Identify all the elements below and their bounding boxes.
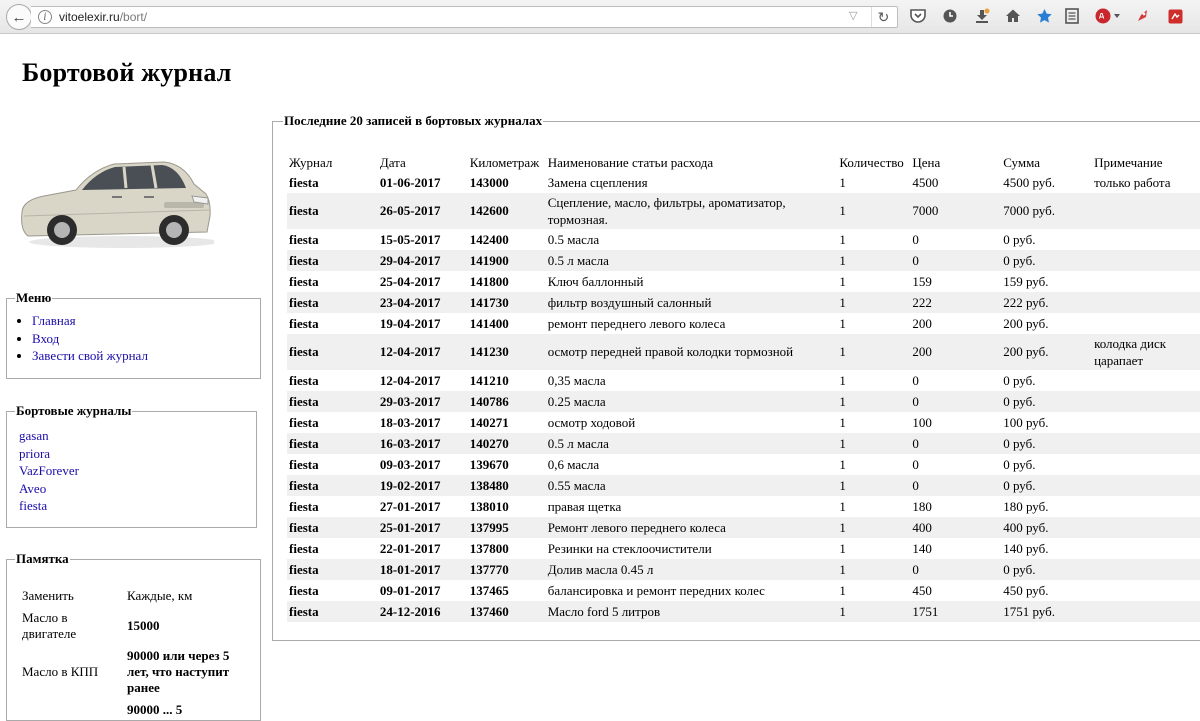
table-row	[287, 250, 1200, 271]
cell-sum: 180 руб.	[1001, 496, 1092, 517]
cell-note	[1092, 475, 1200, 496]
cell-price: 200	[910, 334, 1001, 370]
cell-journal: fiesta	[287, 193, 378, 229]
menu-list	[7, 312, 260, 365]
cell-sum: 7000 руб.	[1001, 193, 1092, 229]
cell-quantity: 1	[837, 271, 910, 292]
cell-price: 0	[910, 370, 1001, 391]
reload-icon[interactable]: ↻	[871, 7, 895, 27]
menu-item-login	[32, 330, 260, 348]
records-header-row	[287, 153, 1200, 172]
cell-mileage: 141900	[468, 250, 546, 271]
journal-link[interactable]: Aveo	[19, 480, 47, 496]
memo-item: Масло в двигателе	[22, 610, 77, 641]
cell-quantity: 1	[837, 454, 910, 475]
cell-date: 24-12-2016	[378, 601, 468, 622]
table-row	[287, 496, 1200, 517]
cell-price: 400	[910, 517, 1001, 538]
abp-icon[interactable]	[1094, 7, 1122, 25]
cell-mileage: 137800	[468, 538, 546, 559]
cell-price: 180	[910, 496, 1001, 517]
cell-note	[1092, 313, 1200, 334]
cell-expense-item: осмотр ходовой	[546, 412, 838, 433]
table-row	[287, 229, 1200, 250]
car-image	[14, 150, 214, 250]
memo-header-cell: Каждые, км	[127, 588, 193, 603]
memo-table	[20, 585, 245, 721]
cell-price: 0	[910, 559, 1001, 580]
cell-quantity: 1	[837, 172, 910, 193]
cell-sum: 0 руб.	[1001, 391, 1092, 412]
menu-link-home[interactable]: Главная	[32, 313, 76, 328]
cell-date: 19-02-2017	[378, 475, 468, 496]
cell-note	[1092, 538, 1200, 559]
cell-journal: fiesta	[287, 475, 378, 496]
cell-expense-item: 0.5 масла	[546, 229, 838, 250]
cell-mileage: 142400	[468, 229, 546, 250]
table-row	[287, 601, 1200, 622]
cell-date: 26-05-2017	[378, 193, 468, 229]
table-row	[287, 193, 1200, 229]
menu-item-create-journal	[32, 347, 260, 365]
cell-sum: 140 руб.	[1001, 538, 1092, 559]
cell-journal: fiesta	[287, 172, 378, 193]
memo-interval: 90000 или через 5 лет, что наступит ранее	[127, 648, 230, 695]
info-icon[interactable]: i	[38, 10, 52, 24]
menu-item-home	[32, 312, 260, 330]
cell-note	[1092, 433, 1200, 454]
journal-link[interactable]: VazForever	[19, 463, 79, 478]
cell-note	[1092, 250, 1200, 271]
cell-note	[1092, 601, 1200, 622]
cell-note	[1092, 517, 1200, 538]
cell-price: 4500	[910, 172, 1001, 193]
cell-price: 0	[910, 391, 1001, 412]
back-arrow-icon[interactable]: ←	[6, 4, 32, 30]
cell-sum: 1751 руб.	[1001, 601, 1092, 622]
table-row	[287, 517, 1200, 538]
menu-link-login[interactable]: Вход	[32, 330, 60, 346]
journal-link[interactable]: priora	[19, 445, 51, 461]
memo-row	[20, 699, 245, 721]
column-header-price: Цена	[912, 154, 941, 170]
cell-date: 09-03-2017	[378, 454, 468, 475]
cell-expense-item: 0,35 масла	[546, 370, 838, 391]
cell-sum: 450 руб.	[1001, 580, 1092, 601]
cell-quantity: 1	[837, 517, 910, 538]
table-row	[287, 454, 1200, 475]
red-square-icon[interactable]	[1166, 7, 1184, 25]
cell-journal: fiesta	[287, 391, 378, 412]
cell-journal: fiesta	[287, 496, 378, 517]
journals-legend: Бортовые журналы	[16, 403, 132, 418]
cell-quantity: 1	[837, 496, 910, 517]
cell-date: 25-04-2017	[378, 271, 468, 292]
cell-date: 25-01-2017	[378, 517, 468, 538]
cell-quantity: 1	[837, 580, 910, 601]
cell-mileage: 138480	[468, 475, 546, 496]
cell-mileage: 141230	[468, 334, 546, 370]
history-icon[interactable]	[941, 7, 959, 25]
cell-note: колодка диск царапает	[1092, 334, 1200, 370]
cell-date: 27-01-2017	[378, 496, 468, 517]
cell-quantity: 1	[837, 391, 910, 412]
cell-mileage: 140271	[468, 412, 546, 433]
cell-expense-item: Ключ баллонный	[546, 271, 838, 292]
cell-price: 222	[910, 292, 1001, 313]
cell-note	[1092, 292, 1200, 313]
cell-price: 0	[910, 433, 1001, 454]
address-bar[interactable]	[31, 6, 898, 28]
cell-sum: 400 руб.	[1001, 517, 1092, 538]
cell-mileage: 141210	[468, 370, 546, 391]
table-row	[287, 292, 1200, 313]
cell-price: 200	[910, 313, 1001, 334]
column-header-sum: Сумма	[1003, 154, 1041, 170]
journal-link[interactable]: fiesta	[19, 498, 48, 513]
cell-date: 19-04-2017	[378, 313, 468, 334]
cell-price: 7000	[910, 193, 1001, 229]
table-row	[287, 271, 1200, 292]
memo-row	[20, 645, 245, 699]
cell-price: 450	[910, 580, 1001, 601]
column-header-expense-item: Наименование статьи расхода	[547, 154, 714, 170]
cell-price: 0	[910, 229, 1001, 250]
cell-date: 18-03-2017	[378, 412, 468, 433]
cell-quantity: 1	[837, 193, 910, 229]
table-row	[287, 580, 1200, 601]
memo-row	[20, 607, 245, 645]
memo-header-cell: Заменить	[22, 588, 74, 603]
cell-expense-item: Долив масла 0.45 л	[546, 559, 838, 580]
menu-panel	[6, 290, 261, 379]
cell-quantity: 1	[837, 433, 910, 454]
cell-price: 0	[910, 454, 1001, 475]
cell-expense-item: Замена сцепления	[546, 172, 838, 193]
table-row	[287, 391, 1200, 412]
cell-journal: fiesta	[287, 370, 378, 391]
cell-journal: fiesta	[287, 334, 378, 370]
table-row	[287, 313, 1200, 334]
cell-expense-item: Сцепление, масло, фильтры, ароматизатор, тормозная.	[546, 193, 838, 229]
table-row	[287, 412, 1200, 433]
cell-price: 100	[910, 412, 1001, 433]
cell-journal: fiesta	[287, 601, 378, 622]
cell-mileage: 140270	[468, 433, 546, 454]
download-icon[interactable]	[973, 7, 991, 25]
cell-journal: fiesta	[287, 250, 378, 271]
memo-header-row	[20, 585, 245, 607]
cell-mileage: 137465	[468, 580, 546, 601]
table-row	[287, 433, 1200, 454]
cell-journal: fiesta	[287, 433, 378, 454]
cell-mileage: 141730	[468, 292, 546, 313]
cell-journal: fiesta	[287, 538, 378, 559]
table-row	[287, 475, 1200, 496]
cell-mileage: 141800	[468, 271, 546, 292]
cell-date: 01-06-2017	[378, 172, 468, 193]
cell-date: 29-03-2017	[378, 391, 468, 412]
cell-quantity: 1	[837, 313, 910, 334]
cell-expense-item: 0.5 л масла	[546, 433, 838, 454]
cell-quantity: 1	[837, 229, 910, 250]
cell-sum: 0 руб.	[1001, 370, 1092, 391]
cell-sum: 0 руб.	[1001, 559, 1092, 580]
cell-quantity: 1	[837, 334, 910, 370]
cell-expense-item: Масло ford 5 литров	[546, 601, 838, 622]
cell-sum: 4500 руб.	[1001, 172, 1092, 193]
cell-mileage: 140786	[468, 391, 546, 412]
cell-note	[1092, 193, 1200, 229]
cell-note	[1092, 559, 1200, 580]
cell-mileage: 138010	[468, 496, 546, 517]
rocket-icon[interactable]	[1134, 7, 1152, 25]
cell-note	[1092, 271, 1200, 292]
cell-price: 0	[910, 475, 1001, 496]
cell-expense-item: правая щетка	[546, 496, 838, 517]
cell-mileage: 139670	[468, 454, 546, 475]
cell-mileage: 143000	[468, 172, 546, 193]
column-header-quantity: Количество	[839, 154, 904, 170]
cell-quantity: 1	[837, 292, 910, 313]
column-header-journal: Журнал	[289, 154, 333, 170]
cell-date: 09-01-2017	[378, 580, 468, 601]
table-row	[287, 559, 1200, 580]
url-host: vitoelexir.ru	[59, 10, 120, 24]
home-icon[interactable]	[1004, 7, 1022, 25]
cell-quantity: 1	[837, 601, 910, 622]
cell-mileage: 137460	[468, 601, 546, 622]
cell-expense-item: осмотр передней правой колодки тормозной	[546, 334, 838, 370]
cell-note: только работа	[1092, 172, 1200, 193]
cell-sum: 200 руб.	[1001, 313, 1092, 334]
cell-expense-item: Резинки на стеклоочистители	[546, 538, 838, 559]
cell-expense-item: Ремонт левого переднего колеса	[546, 517, 838, 538]
cell-journal: fiesta	[287, 454, 378, 475]
cell-sum: 0 руб.	[1001, 229, 1092, 250]
cell-note	[1092, 391, 1200, 412]
cell-quantity: 1	[837, 250, 910, 271]
memo-legend: Памятка	[16, 551, 69, 566]
cell-price: 1751	[910, 601, 1001, 622]
table-row	[287, 370, 1200, 391]
cell-note	[1092, 454, 1200, 475]
cell-journal: fiesta	[287, 580, 378, 601]
url-text[interactable]	[59, 10, 147, 24]
cell-price: 159	[910, 271, 1001, 292]
cell-mileage: 137770	[468, 559, 546, 580]
cell-sum: 200 руб.	[1001, 334, 1092, 370]
cell-mileage: 137995	[468, 517, 546, 538]
column-header-note: Примечание	[1094, 154, 1163, 170]
cell-expense-item: 0.5 л масла	[546, 250, 838, 271]
cell-quantity: 1	[837, 538, 910, 559]
table-row	[287, 334, 1200, 370]
cell-journal: fiesta	[287, 292, 378, 313]
cell-expense-item: 0.25 масла	[546, 391, 838, 412]
cell-sum: 0 руб.	[1001, 433, 1092, 454]
cell-expense-item: балансировка и ремонт передних колес	[546, 580, 838, 601]
cell-note	[1092, 496, 1200, 517]
cell-journal: fiesta	[287, 313, 378, 334]
pocket-icon[interactable]	[909, 7, 927, 25]
cell-note	[1092, 370, 1200, 391]
cell-sum: 0 руб.	[1001, 454, 1092, 475]
memo-interval: 90000 ... 5	[127, 702, 183, 717]
journals-list	[19, 427, 256, 515]
column-header-date: Дата	[379, 154, 406, 170]
memo-panel	[6, 551, 261, 721]
cell-date: 12-04-2017	[378, 334, 468, 370]
journal-link[interactable]: gasan	[19, 428, 49, 443]
records-body	[287, 172, 1200, 622]
url-dropdown-icon[interactable]: ▽	[849, 10, 858, 22]
records-table	[287, 153, 1200, 622]
reader-icon[interactable]	[1063, 7, 1081, 25]
cell-quantity: 1	[837, 412, 910, 433]
cell-journal: fiesta	[287, 229, 378, 250]
cell-date: 23-04-2017	[378, 292, 468, 313]
cell-date: 16-03-2017	[378, 433, 468, 454]
cell-note	[1092, 580, 1200, 601]
cell-sum: 0 руб.	[1001, 475, 1092, 496]
cell-date: 15-05-2017	[378, 229, 468, 250]
cell-expense-item: 0.55 масла	[546, 475, 838, 496]
browser-toolbar	[0, 0, 1200, 34]
cell-date: 22-01-2017	[378, 538, 468, 559]
cell-quantity: 1	[837, 475, 910, 496]
cell-date: 18-01-2017	[378, 559, 468, 580]
cell-sum: 0 руб.	[1001, 250, 1092, 271]
records-panel	[272, 113, 1200, 641]
cell-journal: fiesta	[287, 412, 378, 433]
bookmark-star-icon[interactable]	[1035, 7, 1053, 25]
cell-expense-item: 0,6 масла	[546, 454, 838, 475]
cell-mileage: 142600	[468, 193, 546, 229]
cell-sum: 100 руб.	[1001, 412, 1092, 433]
cell-sum: 159 руб.	[1001, 271, 1092, 292]
page-title: Бортовой журнал	[22, 58, 232, 87]
cell-date: 12-04-2017	[378, 370, 468, 391]
table-row	[287, 538, 1200, 559]
cell-note	[1092, 229, 1200, 250]
cell-date: 29-04-2017	[378, 250, 468, 271]
cell-quantity: 1	[837, 370, 910, 391]
records-legend: Последние 20 записей в бортовых журналах	[284, 113, 543, 128]
cell-price: 0	[910, 250, 1001, 271]
cell-mileage: 141400	[468, 313, 546, 334]
journals-panel	[6, 403, 257, 528]
cell-expense-item: фильтр воздушный салонный	[546, 292, 838, 313]
table-row	[287, 172, 1200, 193]
cell-sum: 222 руб.	[1001, 292, 1092, 313]
column-header-mileage: Километраж	[469, 154, 540, 170]
url-path: /bort/	[119, 10, 148, 24]
cell-price: 140	[910, 538, 1001, 559]
memo-interval: 15000	[127, 618, 160, 633]
memo-item: Масло в КПП	[22, 664, 99, 679]
memo-item	[20, 699, 125, 721]
cell-journal: fiesta	[287, 517, 378, 538]
menu-link-create-journal[interactable]: Завести свой журнал	[32, 348, 148, 363]
cell-note	[1092, 412, 1200, 433]
cell-quantity: 1	[837, 559, 910, 580]
cell-journal: fiesta	[287, 559, 378, 580]
menu-legend: Меню	[16, 290, 52, 305]
cell-expense-item: ремонт переднего левого колеса	[546, 313, 838, 334]
cell-journal: fiesta	[287, 271, 378, 292]
